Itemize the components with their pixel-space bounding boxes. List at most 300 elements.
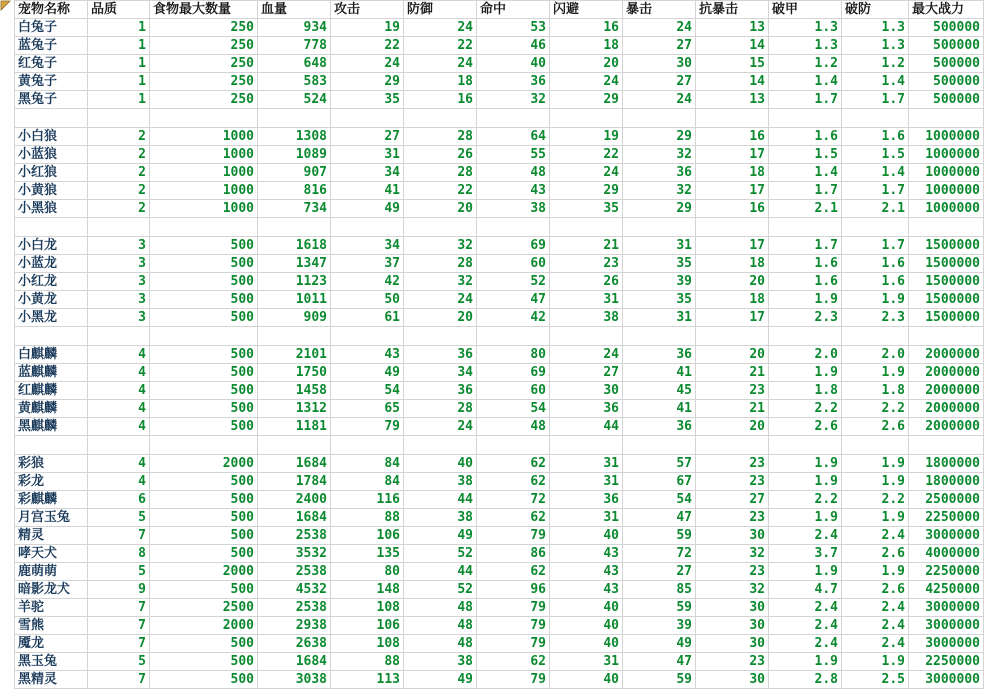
stat-cell[interactable]: 2000 (150, 617, 258, 635)
stat-cell[interactable]: 31 (550, 509, 623, 527)
stat-cell[interactable]: 30 (550, 382, 623, 400)
stat-cell[interactable]: 1.2 (769, 55, 842, 73)
stat-cell[interactable]: 43 (550, 545, 623, 563)
stat-cell[interactable]: 62 (477, 509, 550, 527)
stat-cell[interactable]: 38 (550, 309, 623, 327)
stat-cell[interactable]: 34 (331, 164, 404, 182)
stat-cell[interactable]: 30 (696, 635, 769, 653)
stat-cell[interactable]: 1.5 (842, 146, 909, 164)
stat-cell[interactable]: 72 (623, 545, 696, 563)
stat-cell[interactable]: 85 (623, 581, 696, 599)
stat-cell[interactable]: 500 (150, 527, 258, 545)
stat-cell[interactable]: 65 (331, 400, 404, 418)
stat-cell[interactable]: 2.2 (842, 400, 909, 418)
stat-cell[interactable]: 46 (477, 37, 550, 55)
stat-cell[interactable]: 108 (331, 635, 404, 653)
stat-cell[interactable]: 2.0 (842, 346, 909, 364)
empty-cell[interactable] (696, 109, 769, 128)
stat-cell[interactable]: 27 (696, 491, 769, 509)
stat-cell[interactable]: 52 (404, 581, 477, 599)
stat-cell[interactable]: 40 (550, 617, 623, 635)
stat-cell[interactable]: 1.3 (842, 37, 909, 55)
stat-cell[interactable]: 116 (331, 491, 404, 509)
stat-cell[interactable]: 79 (477, 599, 550, 617)
stat-cell[interactable]: 88 (331, 509, 404, 527)
stat-cell[interactable]: 1.6 (842, 273, 909, 291)
stat-cell[interactable]: 500 (150, 635, 258, 653)
stat-cell[interactable]: 500 (150, 418, 258, 436)
stat-cell[interactable]: 1.7 (842, 182, 909, 200)
stat-cell[interactable]: 54 (331, 382, 404, 400)
stat-cell[interactable]: 54 (623, 491, 696, 509)
stat-cell[interactable]: 17 (696, 182, 769, 200)
stat-cell[interactable]: 31 (331, 146, 404, 164)
stat-cell[interactable]: 500 (150, 581, 258, 599)
pet-name-cell[interactable]: 黑玉兔 (15, 653, 88, 671)
stat-cell[interactable]: 16 (696, 128, 769, 146)
pet-name-cell[interactable]: 红兔子 (15, 55, 88, 73)
stat-cell[interactable]: 1500000 (909, 255, 984, 273)
stat-cell[interactable]: 36 (550, 400, 623, 418)
stat-cell[interactable]: 69 (477, 237, 550, 255)
stat-cell[interactable]: 1089 (258, 146, 331, 164)
stat-cell[interactable]: 24 (404, 418, 477, 436)
stat-cell[interactable]: 19 (331, 19, 404, 37)
empty-cell[interactable] (696, 327, 769, 346)
stat-cell[interactable]: 500 (150, 671, 258, 689)
stat-cell[interactable]: 1.6 (769, 128, 842, 146)
empty-cell[interactable] (550, 436, 623, 455)
column-header[interactable]: 抗暴击 (696, 1, 769, 19)
stat-cell[interactable]: 36 (477, 73, 550, 91)
empty-cell[interactable] (88, 436, 150, 455)
stat-cell[interactable]: 80 (331, 563, 404, 581)
stat-cell[interactable]: 1000 (150, 200, 258, 218)
stat-cell[interactable]: 47 (623, 509, 696, 527)
stat-cell[interactable]: 778 (258, 37, 331, 55)
stat-cell[interactable]: 36 (623, 164, 696, 182)
stat-cell[interactable]: 1.3 (842, 19, 909, 37)
stat-cell[interactable]: 7 (88, 671, 150, 689)
stat-cell[interactable]: 22 (331, 37, 404, 55)
stat-cell[interactable]: 2.2 (769, 491, 842, 509)
stat-cell[interactable]: 500 (150, 491, 258, 509)
stat-cell[interactable]: 60 (477, 382, 550, 400)
stat-cell[interactable]: 2.4 (769, 527, 842, 545)
stat-cell[interactable]: 7 (88, 527, 150, 545)
stat-cell[interactable]: 59 (623, 527, 696, 545)
stat-cell[interactable]: 43 (331, 346, 404, 364)
stat-cell[interactable]: 500 (150, 309, 258, 327)
stat-cell[interactable]: 31 (550, 653, 623, 671)
stat-cell[interactable]: 1.9 (842, 455, 909, 473)
stat-cell[interactable]: 43 (550, 581, 623, 599)
stat-cell[interactable]: 500000 (909, 73, 984, 91)
stat-cell[interactable]: 3532 (258, 545, 331, 563)
stat-cell[interactable]: 500 (150, 364, 258, 382)
stat-cell[interactable]: 135 (331, 545, 404, 563)
stat-cell[interactable]: 2000000 (909, 400, 984, 418)
stat-cell[interactable]: 1500000 (909, 273, 984, 291)
stat-cell[interactable]: 49 (404, 527, 477, 545)
stat-cell[interactable]: 1000 (150, 128, 258, 146)
stat-cell[interactable]: 9 (88, 581, 150, 599)
pet-name-cell[interactable]: 白兔子 (15, 19, 88, 37)
stat-cell[interactable]: 30 (696, 617, 769, 635)
stat-cell[interactable]: 24 (550, 164, 623, 182)
stat-cell[interactable]: 62 (477, 563, 550, 581)
pet-name-cell[interactable]: 小黑狼 (15, 200, 88, 218)
stat-cell[interactable]: 17 (696, 146, 769, 164)
stat-cell[interactable]: 2.8 (769, 671, 842, 689)
column-header[interactable]: 攻击 (331, 1, 404, 19)
stat-cell[interactable]: 18 (404, 73, 477, 91)
stat-cell[interactable]: 41 (623, 400, 696, 418)
column-header[interactable]: 品质 (88, 1, 150, 19)
stat-cell[interactable]: 2.4 (842, 617, 909, 635)
stat-cell[interactable]: 4000000 (909, 545, 984, 563)
stat-cell[interactable]: 43 (477, 182, 550, 200)
stat-cell[interactable]: 4 (88, 455, 150, 473)
stat-cell[interactable]: 14 (696, 73, 769, 91)
stat-cell[interactable]: 3.7 (769, 545, 842, 563)
pet-name-cell[interactable]: 黄麒麟 (15, 400, 88, 418)
stat-cell[interactable]: 1.3 (769, 19, 842, 37)
stat-cell[interactable]: 79 (477, 527, 550, 545)
stat-cell[interactable]: 31 (623, 309, 696, 327)
empty-cell[interactable] (331, 327, 404, 346)
stat-cell[interactable]: 250 (150, 19, 258, 37)
stat-cell[interactable]: 583 (258, 73, 331, 91)
stat-cell[interactable]: 16 (696, 200, 769, 218)
stat-cell[interactable]: 1750 (258, 364, 331, 382)
stat-cell[interactable]: 1618 (258, 237, 331, 255)
stat-cell[interactable]: 2 (88, 128, 150, 146)
stat-cell[interactable]: 48 (404, 599, 477, 617)
stat-cell[interactable]: 40 (477, 55, 550, 73)
stat-cell[interactable]: 84 (331, 473, 404, 491)
stat-cell[interactable]: 1.9 (769, 455, 842, 473)
stat-cell[interactable]: 18 (550, 37, 623, 55)
column-header[interactable]: 食物最大数量 (150, 1, 258, 19)
stat-cell[interactable]: 19 (550, 128, 623, 146)
stat-cell[interactable]: 1000000 (909, 182, 984, 200)
stat-cell[interactable]: 2.0 (769, 346, 842, 364)
column-header[interactable]: 最大战力 (909, 1, 984, 19)
stat-cell[interactable]: 1.3 (769, 37, 842, 55)
stat-cell[interactable]: 42 (477, 309, 550, 327)
stat-cell[interactable]: 13 (696, 91, 769, 109)
stat-cell[interactable]: 48 (404, 617, 477, 635)
stat-cell[interactable]: 23 (696, 563, 769, 581)
stat-cell[interactable]: 45 (623, 382, 696, 400)
column-header[interactable]: 暴击 (623, 1, 696, 19)
stat-cell[interactable]: 2.2 (769, 400, 842, 418)
stat-cell[interactable]: 29 (623, 128, 696, 146)
empty-cell[interactable] (477, 327, 550, 346)
pet-name-cell[interactable]: 哮天犬 (15, 545, 88, 563)
stat-cell[interactable]: 2.4 (842, 527, 909, 545)
pet-name-cell[interactable]: 小白龙 (15, 237, 88, 255)
stat-cell[interactable]: 22 (404, 37, 477, 55)
stat-cell[interactable]: 500 (150, 473, 258, 491)
stat-cell[interactable]: 1000000 (909, 200, 984, 218)
stat-cell[interactable]: 62 (477, 653, 550, 671)
stat-cell[interactable]: 5 (88, 509, 150, 527)
pet-name-cell[interactable]: 精灵 (15, 527, 88, 545)
stat-cell[interactable]: 32 (404, 237, 477, 255)
stat-cell[interactable]: 48 (404, 635, 477, 653)
stat-cell[interactable]: 1 (88, 73, 150, 91)
stat-cell[interactable]: 1500000 (909, 237, 984, 255)
stat-cell[interactable]: 41 (623, 364, 696, 382)
stat-cell[interactable]: 23 (696, 473, 769, 491)
stat-cell[interactable]: 20 (550, 55, 623, 73)
stat-cell[interactable]: 500000 (909, 55, 984, 73)
stat-cell[interactable]: 3 (88, 291, 150, 309)
stat-cell[interactable]: 1 (88, 55, 150, 73)
stat-cell[interactable]: 1800000 (909, 473, 984, 491)
stat-cell[interactable]: 55 (477, 146, 550, 164)
stat-cell[interactable]: 7 (88, 617, 150, 635)
stat-cell[interactable]: 2000 (150, 563, 258, 581)
pet-name-cell[interactable]: 鹿萌萌 (15, 563, 88, 581)
stat-cell[interactable]: 148 (331, 581, 404, 599)
stat-cell[interactable]: 1000000 (909, 146, 984, 164)
stat-cell[interactable]: 2 (88, 146, 150, 164)
stat-cell[interactable]: 106 (331, 617, 404, 635)
stat-cell[interactable]: 30 (623, 55, 696, 73)
empty-cell[interactable] (88, 109, 150, 128)
stat-cell[interactable]: 1 (88, 19, 150, 37)
empty-cell[interactable] (550, 327, 623, 346)
stat-cell[interactable]: 2000000 (909, 346, 984, 364)
stat-cell[interactable]: 4 (88, 473, 150, 491)
empty-cell[interactable] (150, 327, 258, 346)
stat-cell[interactable]: 38 (477, 200, 550, 218)
stat-cell[interactable]: 30 (696, 527, 769, 545)
stat-cell[interactable]: 500 (150, 291, 258, 309)
stat-cell[interactable]: 64 (477, 128, 550, 146)
stat-cell[interactable]: 26 (550, 273, 623, 291)
stat-cell[interactable]: 54 (477, 400, 550, 418)
stat-cell[interactable]: 6 (88, 491, 150, 509)
pet-name-cell[interactable]: 小红龙 (15, 273, 88, 291)
stat-cell[interactable]: 3000000 (909, 527, 984, 545)
empty-cell[interactable] (150, 218, 258, 237)
empty-cell[interactable] (623, 327, 696, 346)
empty-cell[interactable] (404, 327, 477, 346)
stat-cell[interactable]: 1 (88, 91, 150, 109)
spreadsheet-grid[interactable] (14, 0, 984, 689)
pet-name-cell[interactable]: 月宫玉兔 (15, 509, 88, 527)
stat-cell[interactable]: 30 (696, 671, 769, 689)
empty-cell[interactable] (696, 436, 769, 455)
pet-name-cell[interactable]: 黄兔子 (15, 73, 88, 91)
stat-cell[interactable]: 37 (331, 255, 404, 273)
empty-cell[interactable] (623, 109, 696, 128)
stat-cell[interactable]: 2.3 (842, 309, 909, 327)
stat-cell[interactable]: 31 (550, 455, 623, 473)
stat-cell[interactable]: 1.4 (842, 164, 909, 182)
stat-cell[interactable]: 17 (696, 237, 769, 255)
stat-cell[interactable]: 4 (88, 382, 150, 400)
pet-name-cell[interactable]: 红麒麟 (15, 382, 88, 400)
stat-cell[interactable]: 2250000 (909, 509, 984, 527)
stat-cell[interactable]: 1000 (150, 164, 258, 182)
column-header[interactable]: 血量 (258, 1, 331, 19)
stat-cell[interactable]: 113 (331, 671, 404, 689)
stat-cell[interactable]: 500 (150, 346, 258, 364)
stat-cell[interactable]: 40 (550, 599, 623, 617)
stat-cell[interactable]: 3000000 (909, 617, 984, 635)
pet-name-cell[interactable]: 白麒麟 (15, 346, 88, 364)
stat-cell[interactable]: 1.2 (842, 55, 909, 73)
stat-cell[interactable]: 40 (550, 671, 623, 689)
stat-cell[interactable]: 2250000 (909, 653, 984, 671)
stat-cell[interactable]: 1123 (258, 273, 331, 291)
stat-cell[interactable]: 4.7 (769, 581, 842, 599)
stat-cell[interactable]: 2000 (150, 455, 258, 473)
empty-cell[interactable] (88, 218, 150, 237)
stat-cell[interactable]: 2 (88, 164, 150, 182)
empty-cell[interactable] (404, 109, 477, 128)
stat-cell[interactable]: 3000000 (909, 635, 984, 653)
stat-cell[interactable]: 734 (258, 200, 331, 218)
stat-cell[interactable]: 524 (258, 91, 331, 109)
stat-cell[interactable]: 41 (331, 182, 404, 200)
stat-cell[interactable]: 1.9 (769, 364, 842, 382)
stat-cell[interactable]: 2000000 (909, 418, 984, 436)
stat-cell[interactable]: 40 (404, 455, 477, 473)
stat-cell[interactable]: 59 (623, 599, 696, 617)
stat-cell[interactable]: 62 (477, 455, 550, 473)
empty-cell[interactable] (909, 436, 984, 455)
stat-cell[interactable]: 4 (88, 400, 150, 418)
empty-cell[interactable] (331, 109, 404, 128)
stat-cell[interactable]: 1684 (258, 455, 331, 473)
stat-cell[interactable]: 23 (696, 653, 769, 671)
stat-cell[interactable]: 648 (258, 55, 331, 73)
stat-cell[interactable]: 49 (404, 671, 477, 689)
stat-cell[interactable]: 53 (477, 19, 550, 37)
empty-cell[interactable] (842, 436, 909, 455)
stat-cell[interactable]: 4 (88, 364, 150, 382)
stat-cell[interactable]: 2.6 (842, 545, 909, 563)
stat-cell[interactable]: 500000 (909, 37, 984, 55)
column-header[interactable]: 命中 (477, 1, 550, 19)
stat-cell[interactable]: 2538 (258, 527, 331, 545)
empty-cell[interactable] (404, 218, 477, 237)
stat-cell[interactable]: 47 (477, 291, 550, 309)
stat-cell[interactable]: 23 (550, 255, 623, 273)
empty-cell[interactable] (623, 436, 696, 455)
stat-cell[interactable]: 500000 (909, 19, 984, 37)
empty-cell[interactable] (477, 109, 550, 128)
stat-cell[interactable]: 1347 (258, 255, 331, 273)
pet-name-cell[interactable]: 蓝麒麟 (15, 364, 88, 382)
stat-cell[interactable]: 69 (477, 364, 550, 382)
pet-name-cell[interactable]: 小红狼 (15, 164, 88, 182)
stat-cell[interactable]: 2.6 (842, 581, 909, 599)
stat-cell[interactable]: 106 (331, 527, 404, 545)
stat-cell[interactable]: 2.5 (842, 671, 909, 689)
stat-cell[interactable]: 1.6 (842, 255, 909, 273)
stat-cell[interactable]: 2.1 (769, 200, 842, 218)
stat-cell[interactable]: 8 (88, 545, 150, 563)
stat-cell[interactable]: 2400 (258, 491, 331, 509)
stat-cell[interactable]: 16 (550, 19, 623, 37)
empty-cell[interactable] (842, 109, 909, 128)
stat-cell[interactable]: 1312 (258, 400, 331, 418)
stat-cell[interactable]: 38 (404, 473, 477, 491)
stat-cell[interactable]: 3 (88, 309, 150, 327)
stat-cell[interactable]: 39 (623, 617, 696, 635)
pet-name-cell[interactable]: 羊驼 (15, 599, 88, 617)
stat-cell[interactable]: 42 (331, 273, 404, 291)
stat-cell[interactable]: 23 (696, 455, 769, 473)
stat-cell[interactable]: 1684 (258, 509, 331, 527)
empty-cell[interactable] (15, 218, 88, 237)
column-header[interactable]: 破防 (842, 1, 909, 19)
stat-cell[interactable]: 24 (623, 19, 696, 37)
pet-name-cell[interactable]: 黑精灵 (15, 671, 88, 689)
stat-cell[interactable]: 36 (550, 491, 623, 509)
pet-name-cell[interactable]: 黑麒麟 (15, 418, 88, 436)
stat-cell[interactable]: 18 (696, 164, 769, 182)
stat-cell[interactable]: 79 (477, 635, 550, 653)
stat-cell[interactable]: 28 (404, 164, 477, 182)
stat-cell[interactable]: 1800000 (909, 455, 984, 473)
stat-cell[interactable]: 1458 (258, 382, 331, 400)
stat-cell[interactable]: 24 (404, 291, 477, 309)
empty-cell[interactable] (258, 218, 331, 237)
stat-cell[interactable]: 1684 (258, 653, 331, 671)
stat-cell[interactable]: 60 (477, 255, 550, 273)
stat-cell[interactable]: 88 (331, 653, 404, 671)
stat-cell[interactable]: 18 (696, 255, 769, 273)
stat-cell[interactable]: 20 (696, 418, 769, 436)
stat-cell[interactable]: 2101 (258, 346, 331, 364)
stat-cell[interactable]: 35 (331, 91, 404, 109)
stat-cell[interactable]: 2250000 (909, 563, 984, 581)
stat-cell[interactable]: 2.2 (842, 491, 909, 509)
stat-cell[interactable]: 32 (623, 146, 696, 164)
stat-cell[interactable]: 57 (623, 455, 696, 473)
pet-name-cell[interactable]: 小黄狼 (15, 182, 88, 200)
empty-cell[interactable] (258, 109, 331, 128)
stat-cell[interactable]: 2538 (258, 599, 331, 617)
empty-cell[interactable] (88, 327, 150, 346)
stat-cell[interactable]: 1.9 (842, 364, 909, 382)
stat-cell[interactable]: 24 (404, 55, 477, 73)
empty-cell[interactable] (477, 218, 550, 237)
stat-cell[interactable]: 35 (623, 291, 696, 309)
stat-cell[interactable]: 816 (258, 182, 331, 200)
stat-cell[interactable]: 44 (404, 563, 477, 581)
pet-name-cell[interactable]: 小白狼 (15, 128, 88, 146)
stat-cell[interactable]: 31 (550, 291, 623, 309)
stat-cell[interactable]: 250 (150, 55, 258, 73)
stat-cell[interactable]: 52 (404, 545, 477, 563)
stat-cell[interactable]: 49 (623, 635, 696, 653)
stat-cell[interactable]: 72 (477, 491, 550, 509)
column-header[interactable]: 破甲 (769, 1, 842, 19)
stat-cell[interactable]: 27 (550, 364, 623, 382)
stat-cell[interactable]: 1.7 (769, 91, 842, 109)
empty-cell[interactable] (769, 109, 842, 128)
stat-cell[interactable]: 5 (88, 563, 150, 581)
